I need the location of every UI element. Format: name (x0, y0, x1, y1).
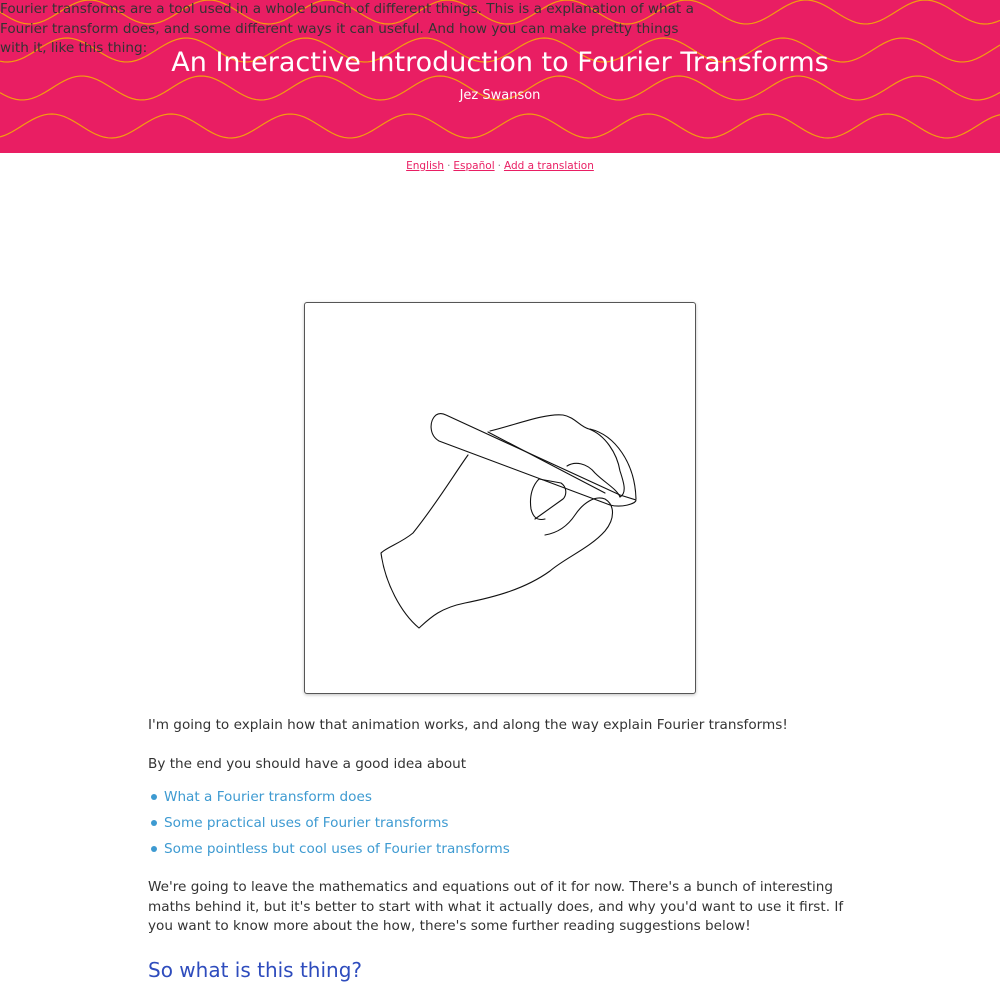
bullet-icon (151, 820, 157, 826)
goals-intro-paragraph: By the end you should have a good idea about (148, 756, 467, 772)
toc-link-pointless-uses[interactable]: Some pointless but cool uses of Fourier transforms (164, 841, 510, 857)
table-of-contents (148, 787, 852, 865)
toc-item (148, 839, 852, 865)
author-name: Jez Swanson (459, 88, 541, 103)
toc-item (148, 813, 852, 839)
add-translation-link[interactable]: Add a translation (503, 160, 594, 172)
language-selector (0, 160, 1000, 172)
bullet-icon (151, 794, 157, 800)
intro-paragraph: Fourier transforms are a tool used in a whole bunch of different things. This is a explanation of what a Fourier transform does, and some different ways it can useful. And how you can make pretty things with it, like this thing: (0, 1, 694, 56)
wave-line (0, 114, 1000, 138)
page-title: An Interactive Introduction to Fourier Transforms (171, 47, 829, 78)
toc-link-what-it-does[interactable]: What a Fourier transform does (164, 789, 372, 805)
language-separator: · (447, 160, 451, 172)
math-note-paragraph: We're going to leave the mathematics and equations out of it for now. There's a bunch of interesting maths behind it, but it's better to start with what it actually does, and why you'd want to use it first. If you want to know more about the how, there's some further reading suggestions below! (148, 879, 844, 934)
toc-item (148, 787, 852, 813)
bullet-icon (151, 846, 157, 852)
toc-link-practical-uses[interactable]: Some practical uses of Fourier transforms (164, 815, 449, 831)
explanation-paragraph: I'm going to explain how that animation works, and along the way explain Fourier transforms! (148, 717, 788, 733)
language-link-espanol[interactable]: Español (453, 160, 495, 172)
language-link-english[interactable]: English (406, 160, 445, 172)
fourier-drawing-canvas[interactable] (304, 302, 696, 694)
language-separator: · (497, 160, 501, 172)
hand-drawing-with-pencil-illustration (305, 303, 695, 693)
section-heading: So what is this thing? (148, 958, 363, 982)
